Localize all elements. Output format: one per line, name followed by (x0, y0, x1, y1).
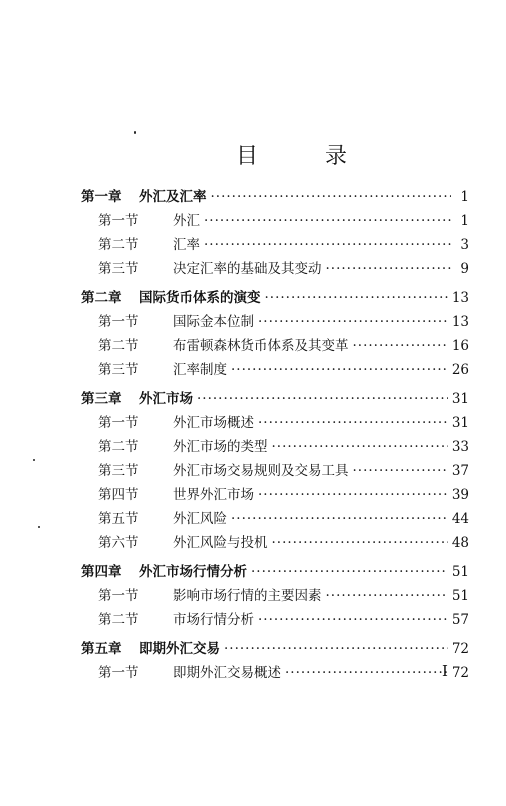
table-of-contents (81, 185, 469, 685)
toc-entry-title: 外汇风险 (173, 511, 227, 527)
toc-chapter-entry[interactable] (81, 387, 469, 411)
toc-entry-title: 国际货币体系的演变 (139, 290, 261, 306)
toc-entry-number: 第一章 (81, 189, 122, 205)
toc-entry-page: 26 (451, 362, 469, 378)
dot-leader (272, 531, 448, 555)
toc-section-entry[interactable] (81, 435, 469, 459)
toc-entry-page: 13 (451, 290, 469, 306)
toc-chapter-entry[interactable] (81, 286, 469, 310)
toc-entry-title: 世界外汇市场 (173, 487, 254, 503)
toc-entry-page: 51 (451, 588, 469, 604)
dot-leader (285, 661, 448, 685)
toc-entry-number: 第一节 (98, 415, 139, 431)
toc-entry-title: 外汇市场 (139, 391, 193, 407)
toc-entry-number: 第六节 (98, 535, 139, 551)
toc-section-entry[interactable] (81, 310, 469, 334)
toc-entry-page: 1 (460, 213, 469, 229)
toc-entry-page: 37 (451, 463, 469, 479)
toc-entry-title: 即期外汇交易 (139, 641, 220, 657)
dot-leader (231, 507, 448, 531)
toc-entry-number: 第一节 (98, 314, 139, 330)
toc-section-entry[interactable] (81, 483, 469, 507)
toc-entry-page: 44 (451, 511, 469, 527)
dot-leader (197, 387, 448, 411)
toc-section-entry[interactable] (81, 334, 469, 358)
dot-leader (272, 435, 448, 459)
toc-entry-page: 13 (451, 314, 469, 330)
dot-leader (258, 310, 448, 334)
dot-leader (258, 483, 448, 507)
toc-entry-title: 布雷顿森林货币体系及其变革 (173, 338, 349, 354)
toc-entry-title: 外汇市场交易规则及交易工具 (173, 463, 349, 479)
toc-entry-title: 市场行情分析 (173, 612, 254, 628)
toc-entry-title: 即期外汇交易概述 (173, 665, 281, 681)
toc-section-entry[interactable] (81, 257, 469, 281)
page-number: I (442, 662, 448, 680)
toc-entry-page: 1 (460, 189, 469, 205)
toc-entry-number: 第一节 (98, 588, 139, 604)
dot-leader (258, 608, 448, 632)
toc-section-entry[interactable] (81, 411, 469, 435)
toc-entry-page: 3 (460, 237, 469, 253)
toc-section-entry[interactable] (81, 661, 469, 685)
scan-speck (33, 459, 35, 461)
toc-entry-number: 第一节 (98, 665, 139, 681)
toc-entry-number: 第五节 (98, 511, 139, 527)
toc-entry-number: 第三节 (98, 463, 139, 479)
toc-entry-page: 57 (451, 612, 469, 628)
toc-section-entry[interactable] (81, 531, 469, 555)
toc-entry-page: 51 (451, 564, 469, 580)
dot-leader (326, 584, 448, 608)
toc-entry-number: 第二节 (98, 439, 139, 455)
toc-entry-title: 决定汇率的基础及其变动 (173, 261, 322, 277)
toc-entry-number: 第三节 (98, 261, 139, 277)
toc-section-entry[interactable] (81, 233, 469, 257)
toc-entry-page: 31 (451, 391, 469, 407)
dot-leader (211, 185, 452, 209)
scan-speck (38, 526, 40, 528)
toc-entry-number: 第二节 (98, 338, 139, 354)
dot-leader (231, 358, 448, 382)
toc-chapter-entry[interactable] (81, 637, 469, 661)
toc-entry-page: 31 (451, 415, 469, 431)
toc-entry-page: 9 (460, 261, 469, 277)
toc-entry-number: 第四章 (81, 564, 122, 580)
toc-entry-title: 外汇 (173, 213, 200, 229)
dot-leader (265, 286, 448, 310)
dot-leader (251, 560, 448, 584)
dot-leader (224, 637, 448, 661)
toc-entry-title: 影响市场行情的主要因素 (173, 588, 322, 604)
toc-section-entry[interactable] (81, 358, 469, 382)
toc-entry-page: 72 (451, 665, 469, 681)
dot-leader (258, 411, 448, 435)
toc-entry-number: 第一节 (98, 213, 139, 229)
toc-entry-number: 第二节 (98, 237, 139, 253)
toc-entry-number: 第二章 (81, 290, 122, 306)
toc-entry-number: 第五章 (81, 641, 122, 657)
page-title: 目 录 (236, 144, 377, 169)
toc-entry-page: 72 (451, 641, 469, 657)
toc-entry-number: 第四节 (98, 487, 139, 503)
scan-speck (134, 131, 136, 134)
toc-section-entry[interactable] (81, 507, 469, 531)
toc-chapter-entry[interactable] (81, 560, 469, 584)
dot-leader (204, 209, 451, 233)
toc-entry-page: 33 (451, 439, 469, 455)
toc-section-entry[interactable] (81, 608, 469, 632)
toc-section-entry[interactable] (81, 209, 469, 233)
toc-entry-page: 48 (451, 535, 469, 551)
toc-entry-number: 第三节 (98, 362, 139, 378)
toc-entry-number: 第三章 (81, 391, 122, 407)
toc-entry-title: 汇率制度 (173, 362, 227, 378)
toc-section-entry[interactable] (81, 584, 469, 608)
toc-entry-page: 39 (451, 487, 469, 503)
toc-entry-title: 外汇及汇率 (139, 189, 207, 205)
toc-section-entry[interactable] (81, 459, 469, 483)
dot-leader (353, 334, 448, 358)
toc-entry-title: 国际金本位制 (173, 314, 254, 330)
toc-entry-page: 16 (451, 338, 469, 354)
toc-entry-title: 外汇市场的类型 (173, 439, 268, 455)
toc-entry-title: 外汇市场行情分析 (139, 564, 247, 580)
toc-entry-number: 第二节 (98, 612, 139, 628)
toc-chapter-entry[interactable] (81, 185, 469, 209)
dot-leader (353, 459, 448, 483)
dot-leader (326, 257, 452, 281)
toc-entry-title: 外汇风险与投机 (173, 535, 268, 551)
toc-entry-title: 外汇市场概述 (173, 415, 254, 431)
dot-leader (204, 233, 451, 257)
toc-entry-title: 汇率 (173, 237, 200, 253)
